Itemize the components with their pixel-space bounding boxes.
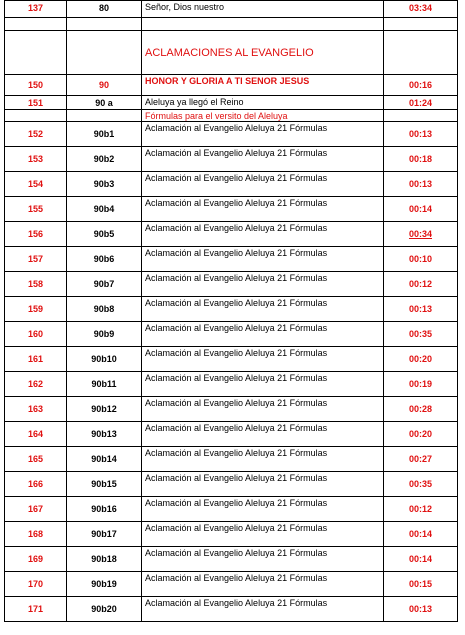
song-duration: 00:27 <box>384 447 458 472</box>
empty-cell <box>384 18 458 31</box>
table-row[interactable] <box>5 272 458 297</box>
song-code: 90 <box>67 75 142 96</box>
song-title: Aclamación al Evangelio Aleluya 21 Fórmulas <box>142 197 384 222</box>
table-row[interactable] <box>5 572 458 597</box>
empty-cell <box>67 31 142 75</box>
song-title: Aclamación al Evangelio Aleluya 21 Fórmulas <box>142 147 384 172</box>
song-duration: 00:13 <box>384 297 458 322</box>
song-duration-underlined: 00:34 <box>408 229 433 239</box>
song-code: 90b12 <box>67 397 142 422</box>
song-code: 90b4 <box>67 197 142 222</box>
song-duration <box>384 222 458 247</box>
song-duration: 00:10 <box>384 247 458 272</box>
song-title: Aclamación al Evangelio Aleluya 21 Fórmulas <box>142 397 384 422</box>
song-duration: 00:13 <box>384 122 458 147</box>
song-title: Aclamación al Evangelio Aleluya 21 Fórmulas <box>142 597 384 622</box>
song-duration: 00:12 <box>384 497 458 522</box>
song-title: HONOR Y GLORIA A TI SENOR JESUS <box>142 75 384 96</box>
song-number: 152 <box>5 122 67 147</box>
formulas-note: Fórmulas para el versito del Aleluya <box>142 110 384 122</box>
song-code: 80 <box>67 1 142 18</box>
table-row[interactable] <box>5 322 458 347</box>
spacer-row <box>5 18 458 31</box>
table-row[interactable] <box>5 222 458 247</box>
empty-cell <box>67 18 142 31</box>
song-number: 169 <box>5 547 67 572</box>
song-code: 90 a <box>67 96 142 110</box>
song-number: 137 <box>5 1 67 18</box>
song-title: Aclamación al Evangelio Aleluya 21 Fórmulas <box>142 522 384 547</box>
song-code: 90b7 <box>67 272 142 297</box>
table-row[interactable] <box>5 597 458 622</box>
table-row[interactable] <box>5 547 458 572</box>
empty-cell <box>67 110 142 122</box>
song-code: 90b9 <box>67 322 142 347</box>
table-row[interactable] <box>5 172 458 197</box>
song-number: 158 <box>5 272 67 297</box>
table-row[interactable] <box>5 497 458 522</box>
song-number: 161 <box>5 347 67 372</box>
song-title: Aclamación al Evangelio Aleluya 21 Fórmulas <box>142 122 384 147</box>
song-number: 157 <box>5 247 67 272</box>
empty-cell <box>5 110 67 122</box>
song-duration: 00:13 <box>384 597 458 622</box>
empty-cell <box>5 31 67 75</box>
song-code: 90b6 <box>67 247 142 272</box>
table-row[interactable] <box>5 122 458 147</box>
empty-cell <box>5 18 67 31</box>
song-number: 168 <box>5 522 67 547</box>
table-row[interactable] <box>5 75 458 96</box>
song-code: 90b1 <box>67 122 142 147</box>
table-row[interactable] <box>5 397 458 422</box>
song-title: Aclamación al Evangelio Aleluya 21 Fórmulas <box>142 422 384 447</box>
song-title: Aclamación al Evangelio Aleluya 21 Fórmulas <box>142 447 384 472</box>
song-duration: 00:35 <box>384 322 458 347</box>
song-code: 90b2 <box>67 147 142 172</box>
song-code: 90b14 <box>67 447 142 472</box>
song-duration: 00:20 <box>384 422 458 447</box>
song-number: 164 <box>5 422 67 447</box>
song-number: 151 <box>5 96 67 110</box>
song-title: Aclamación al Evangelio Aleluya 21 Fórmulas <box>142 547 384 572</box>
song-duration: 00:14 <box>384 197 458 222</box>
table-row[interactable] <box>5 247 458 272</box>
song-title: Aclamación al Evangelio Aleluya 21 Fórmulas <box>142 222 384 247</box>
song-code: 90b13 <box>67 422 142 447</box>
table-row[interactable] <box>5 422 458 447</box>
song-number: 155 <box>5 197 67 222</box>
song-duration: 00:19 <box>384 372 458 397</box>
song-number: 153 <box>5 147 67 172</box>
song-title: Aleluya ya llegó el Reino <box>142 96 384 110</box>
song-number: 160 <box>5 322 67 347</box>
table-row[interactable] <box>5 1 458 18</box>
song-title: Aclamación al Evangelio Aleluya 21 Fórmulas <box>142 572 384 597</box>
table-row[interactable] <box>5 297 458 322</box>
song-code: 90b3 <box>67 172 142 197</box>
song-number: 171 <box>5 597 67 622</box>
song-duration: 00:35 <box>384 472 458 497</box>
song-number: 150 <box>5 75 67 96</box>
table-row[interactable] <box>5 347 458 372</box>
formulas-note-row <box>5 110 458 122</box>
song-duration: 00:14 <box>384 522 458 547</box>
song-title: Aclamación al Evangelio Aleluya 21 Fórmulas <box>142 272 384 297</box>
song-code: 90b18 <box>67 547 142 572</box>
song-code: 90b15 <box>67 472 142 497</box>
song-title: Aclamación al Evangelio Aleluya 21 Fórmulas <box>142 247 384 272</box>
song-title: Aclamación al Evangelio Aleluya 21 Fórmulas <box>142 172 384 197</box>
song-code: 90b17 <box>67 522 142 547</box>
song-number: 156 <box>5 222 67 247</box>
song-number: 163 <box>5 397 67 422</box>
song-duration: 00:13 <box>384 172 458 197</box>
song-code: 90b16 <box>67 497 142 522</box>
song-code: 90b5 <box>67 222 142 247</box>
section-header-row <box>5 31 458 75</box>
song-index-sheet <box>4 0 457 622</box>
empty-cell <box>384 31 458 75</box>
song-title: Aclamación al Evangelio Aleluya 21 Fórmulas <box>142 297 384 322</box>
song-code: 90b8 <box>67 297 142 322</box>
song-title: Aclamación al Evangelio Aleluya 21 Fórmulas <box>142 347 384 372</box>
song-code: 90b20 <box>67 597 142 622</box>
table-row[interactable] <box>5 147 458 172</box>
song-index-table <box>4 0 458 622</box>
table-row[interactable] <box>5 522 458 547</box>
song-duration: 00:28 <box>384 397 458 422</box>
song-number: 167 <box>5 497 67 522</box>
song-duration: 00:16 <box>384 75 458 96</box>
song-duration: 00:14 <box>384 547 458 572</box>
song-number: 159 <box>5 297 67 322</box>
song-code: 90b11 <box>67 372 142 397</box>
song-number: 166 <box>5 472 67 497</box>
song-title: Aclamación al Evangelio Aleluya 21 Fórmulas <box>142 497 384 522</box>
table-row[interactable] <box>5 472 458 497</box>
song-number: 165 <box>5 447 67 472</box>
song-duration: 03:34 <box>384 1 458 18</box>
song-number: 170 <box>5 572 67 597</box>
section-title: ACLAMACIONES AL EVANGELIO <box>142 31 384 75</box>
table-row[interactable] <box>5 96 458 110</box>
empty-cell <box>142 18 384 31</box>
song-duration: 00:15 <box>384 572 458 597</box>
song-code: 90b10 <box>67 347 142 372</box>
song-duration: 00:18 <box>384 147 458 172</box>
song-duration: 01:24 <box>384 96 458 110</box>
song-number: 154 <box>5 172 67 197</box>
song-duration: 00:12 <box>384 272 458 297</box>
table-row[interactable] <box>5 372 458 397</box>
song-code: 90b19 <box>67 572 142 597</box>
song-title: Señor, Dios nuestro <box>142 1 384 18</box>
song-title: Aclamación al Evangelio Aleluya 21 Fórmulas <box>142 372 384 397</box>
table-row[interactable] <box>5 447 458 472</box>
song-title: Aclamación al Evangelio Aleluya 21 Fórmulas <box>142 472 384 497</box>
table-row[interactable] <box>5 197 458 222</box>
song-number: 162 <box>5 372 67 397</box>
song-title: Aclamación al Evangelio Aleluya 21 Fórmulas <box>142 322 384 347</box>
empty-cell <box>384 110 458 122</box>
song-duration: 00:20 <box>384 347 458 372</box>
